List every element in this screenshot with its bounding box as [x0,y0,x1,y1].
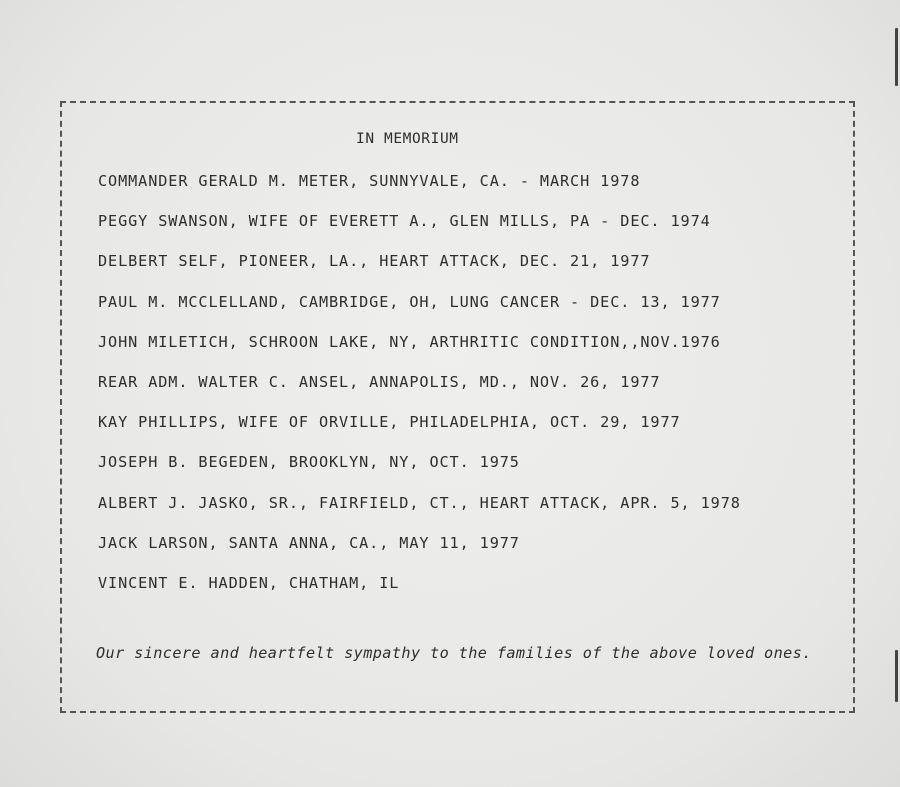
memorial-heading: IN MEMORIUM [356,131,459,147]
memorial-entry: ALBERT J. JASKO, SR., FAIRFIELD, CT., HEART ATTACK, APR. 5, 1978 [98,493,741,512]
memorial-entry: REAR ADM. WALTER C. ANSEL, ANNAPOLIS, MD., NOV. 26, 1977 [98,372,661,391]
memorial-entry: JOHN MILETICH, SCHROON LAKE, NY, ARTHRITIC CONDITION,,NOV.1976 [98,332,721,351]
memorial-entry: VINCENT E. HADDEN, CHATHAM, IL [98,573,400,592]
page-edge-mark-top [895,28,898,86]
page-edge-mark-bottom [895,650,898,702]
memorial-entry: KAY PHILLIPS, WIFE OF ORVILLE, PHILADELPHIA, OCT. 29, 1977 [98,413,681,432]
memorial-entry: COMMANDER GERALD M. METER, SUNNYVALE, CA. - MARCH 1978 [98,172,641,190]
memorial-entry: JOSEPH B. BEGEDEN, BROOKLYN, NY, OCT. 1975 [98,453,520,472]
memorial-entry: PAUL M. MCCLELLAND, CAMBRIDGE, OH, LUNG CANCER - DEC. 13, 1977 [98,292,721,311]
memorial-entry: DELBERT SELF, PIONEER, LA., HEART ATTACK, DEC. 21, 1977 [98,252,651,271]
sympathy-message: Our sincere and heartfelt sympathy to the families of the above loved ones. [96,644,812,662]
memorial-entry: PEGGY SWANSON, WIFE OF EVERETT A., GLEN MILLS, PA - DEC. 1974 [98,212,711,231]
memorial-entry: JACK LARSON, SANTA ANNA, CA., MAY 11, 1977 [98,533,520,552]
memorial-list [98,168,741,610]
